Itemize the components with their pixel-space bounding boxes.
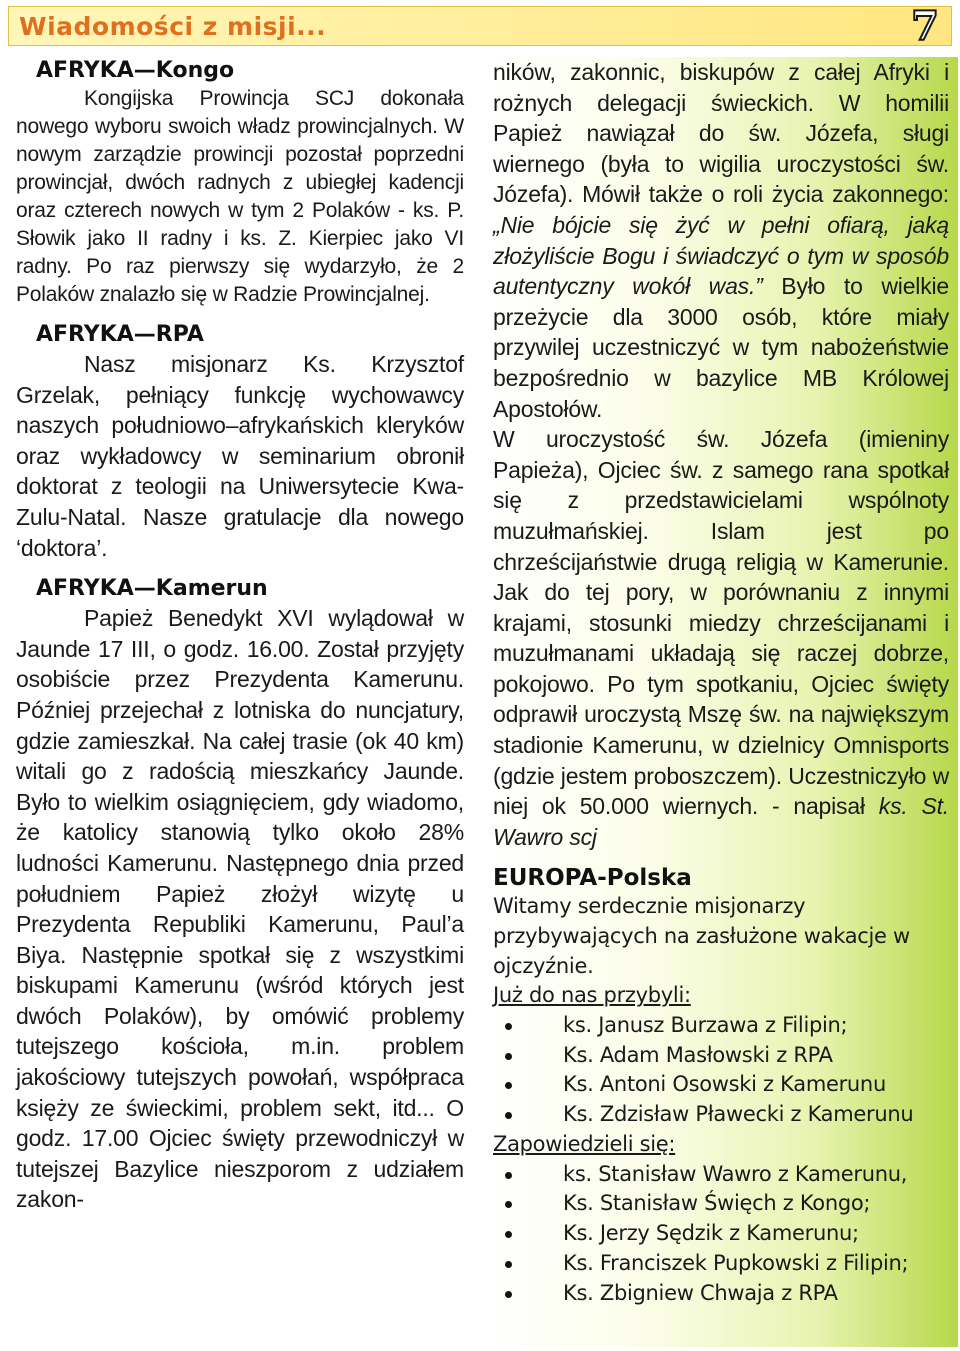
- page-header: [8, 3, 952, 50]
- article-text: Było to wielkie przeżycie dla 3000 osób, które miały przywilej uczestniczyć w tym nabożeństwie bezpośrednio w bazylice MB Królowej Apostołów.: [493, 273, 950, 422]
- list-item: Ks. Jerzy Sędzik z Kamerunu;: [493, 1219, 949, 1249]
- list-item: Ks. Stanisław Święch z Kongo;: [493, 1189, 949, 1219]
- article-kamerun-part2: [493, 424, 949, 852]
- article-kamerun-continued: [493, 57, 949, 424]
- heading-afryka-kongo: AFRYKA—Kongo: [36, 58, 235, 83]
- announced-label: Zapowiedzieli się:: [493, 1132, 676, 1156]
- article-text: ników, zakonnic, biskupów z całej Afryki i rożnych delegacji świeckich. W homilii Papież nawiązał do św. Józefa, sługi wiernego (była to wigilia uroczystości św. Józefa). Mówił także o roli życia zakonnego:: [493, 59, 949, 208]
- list-item: Ks. Zbigniew Chwaja z RPA: [493, 1279, 949, 1309]
- welcome-text: Witamy serdecznie misjonarzy przybywających na zasłużone wakacje w ojczyźnie.: [493, 894, 910, 978]
- list-item: Ks. Adam Masłowski z RPA: [493, 1041, 949, 1071]
- arrived-label: Już do nas przybyli:: [493, 983, 691, 1008]
- list-item: Ks. Franciszek Pupkowski z Filipin;: [493, 1249, 949, 1279]
- right-column: [484, 57, 958, 1347]
- pope-quote: „Nie bójcie się żyć w pełni ofiarą, jaką złożyliście Bogu i świadczyć o tym w sposób autentyczny wokół was.”: [493, 211, 949, 300]
- list-item: ks. Janusz Burzawa z Filipin;: [493, 1011, 949, 1041]
- list-item: Ks. Antoni Osowski z Kamerunu: [493, 1070, 949, 1100]
- article-kongo: Kongijska Prowincja SCJ dokonała nowego wyboru swoich władz prowincjalnych. W nowym zarządzie prowincji pozostał poprzedni prowincjał, dwóch radnych z ubiegłej kadencji oraz czterech nowych w tym 2 Polaków - ks. P. Słowik jako II radny i ks. Z. Kierpiec jako VI radny. Po raz pierwszy się wydarzyło, że 2 Polaków znalazło się w Radzie Prowincjalnej.: [16, 87, 464, 306]
- article-text: W uroczystość św. Józefa (imieniny Papieża), Ojciec św. z samego rana spotkał się z przedstawicielami wspólnoty muzułmańskiej. Islam jest po chrześcijaństwie drugą religią w Kamerunie. Jak do tej pory, w porównaniu z innymi krajami, stosunki miedzy chrześcijanami i muzułmanami układają się raczej dobrze, pokojowo. Po tym spotkaniu, Ojciec święty odprawił uroczystą Mszę św. na największym stadionie Kamerunu, w dzielnicy Omnisports (gdzie jestem proboszczem). Uczestniczyło w niej ok 50.000 wiernych. - napisał: [493, 426, 949, 820]
- section-title: Wiadomości z misji...: [19, 12, 327, 41]
- list-item: Ks. Zdzisław Pławecki z Kamerunu: [493, 1100, 949, 1130]
- left-column: [16, 57, 464, 1215]
- arrived-list: [493, 1011, 949, 1130]
- article-rpa: Nasz misjonarz Ks. Krzysztof Grzelak, pełniący funkcję wychowawcy naszych południowo–afrykańskich kleryków oraz wykładowcy w seminarium obronił doktorat z teologii na Uniwersytecie Kwa-Zulu-Natal. Nasze gratulacje dla nowego ‘doktora’.: [16, 351, 464, 561]
- author-signature: ks. St. Wawro scj: [493, 793, 949, 850]
- list-item: ks. Stanisław Wawro z Kamerunu,: [493, 1160, 949, 1190]
- heading-europa-polska: EUROPA-Polska: [493, 865, 692, 892]
- page-number: 7: [911, 3, 939, 50]
- announced-list: [493, 1160, 949, 1309]
- article-kamerun: Papież Benedykt XVI wylądował w Jaunde 17 III, o godz. 16.00. Został przyjęty osobiście przez Prezydenta Kamerunu. Później przejechał z lotniska do nuncjatury, gdzie zamieszkał. Na całej trasie (ok 40 km) witali go z radością mieszkańcy Jaunde. Było to wielkim osiągnięciem, gdy wiadomo, że katolicy stanowią tylko około 28% ludności Kamerunu. Następnego dnia przed południem Papież złożył wizytę u Prezydenta Republiki Kamerunu, Paul’a Biya. Następnie spotkał się z wszystkimi biskupami Kamerunu (wśród których jest dwóch Polaków), by omówić problemy tutejszego kościoła, m.in. problem jakościowy tutejszych powołań, współpraca księży ze świeckimi, problem sekt, itd... O godz. 17.00 Ojciec święty przewodniczył w tutejszej Bazylice nieszporom z udziałem zakon-: [16, 605, 464, 1213]
- heading-afryka-rpa: AFRYKA—RPA: [36, 322, 204, 347]
- heading-afryka-kamerun: AFRYKA—Kamerun: [36, 576, 268, 602]
